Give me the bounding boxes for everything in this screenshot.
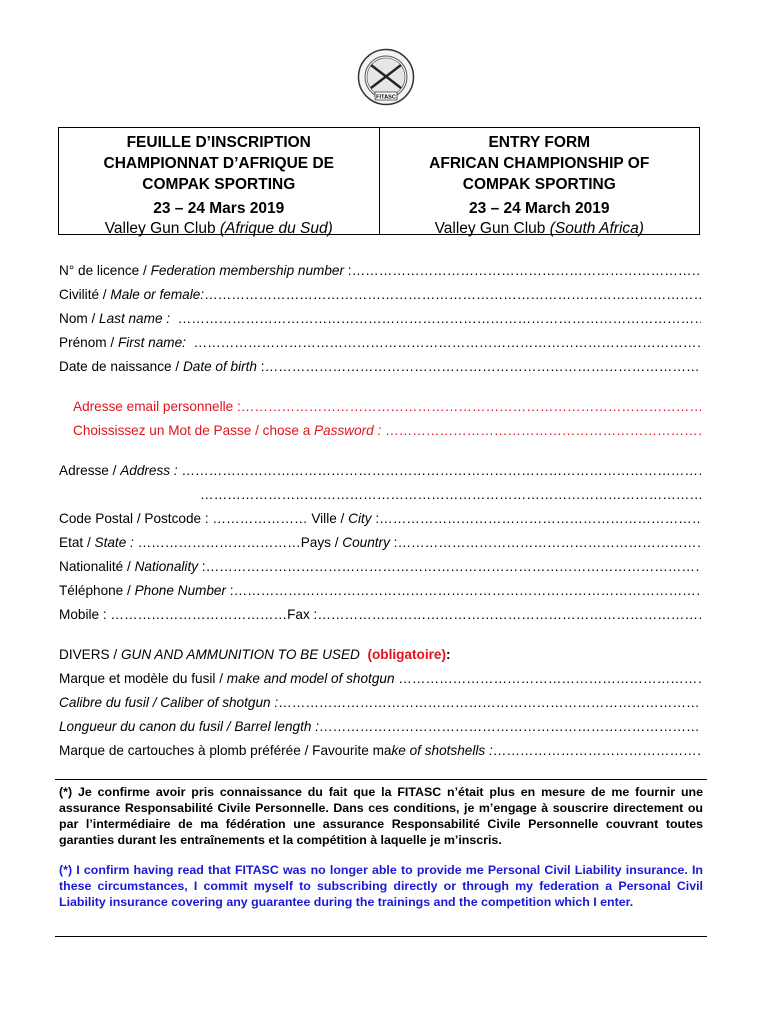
nationality-field[interactable] [59, 555, 701, 579]
postcode-label [59, 507, 379, 531]
barrel-label [59, 715, 319, 739]
shotgun-make-field[interactable] [59, 667, 701, 691]
phone-label [59, 579, 234, 603]
mobile-label-text: Mobile : [59, 607, 111, 622]
divers-heading-fr: DIVERS / [59, 647, 121, 662]
city-input-line[interactable] [379, 507, 701, 531]
state-label-fr: Etat / [59, 535, 95, 550]
address-field-line2[interactable] [59, 483, 701, 507]
state-country-field[interactable] [59, 531, 701, 555]
shotgun-make-label-fr: Marque et modèle du fusil / [59, 671, 227, 686]
venue-en-name: Valley Gun Club [434, 220, 550, 237]
firstname-label [59, 331, 193, 355]
firstname-field[interactable] [59, 331, 701, 355]
lastname-field[interactable] [59, 307, 701, 331]
venue-fr-name: Valley Gun Club [104, 220, 220, 237]
shotshells-label-en: ke of shotshells : [391, 743, 493, 758]
shotgun-make-label [59, 667, 398, 691]
nationality-label [59, 555, 206, 579]
state-label-en: State : [94, 535, 134, 550]
header-english [379, 128, 700, 237]
phone-label-en: Phone Number [134, 583, 227, 598]
lastname-label-fr: Nom / [59, 311, 100, 326]
liability-notice-en: (*) I confirm having read that FITASC was no longer able to provide me Personal Civil Liability insurance. In these circumstances, I commit myself to subscribing directly or through my federation a Personal Civil Liability insurance covering any guarantee during the trainings and the competition which I enter. [59, 863, 703, 909]
firstname-label-en: First name: [117, 335, 186, 350]
address-label-en: Address : [120, 463, 178, 478]
dob-label-en: Date of birth [182, 359, 257, 374]
liability-notice [55, 779, 707, 937]
licence-label-fr: N° de licence / [59, 263, 151, 278]
title-fr-2: CHAMPIONNAT D’AFRIQUE DE [103, 155, 334, 172]
password-field[interactable] [59, 419, 701, 443]
civility-label-fr: Civilité / [59, 287, 111, 302]
lastname-label-en: Last name : [99, 311, 171, 326]
address-input-line-1[interactable] [181, 459, 701, 483]
dob-label [59, 355, 265, 379]
venue-en-country: (South Africa) [549, 220, 644, 237]
civility-field[interactable] [59, 283, 701, 307]
password-label-fr: Choississez un Mot de Passe / chose a [73, 423, 315, 438]
phone-label-fr: Téléphone / [59, 583, 135, 598]
mobile-fax-field[interactable] [59, 603, 701, 627]
password-input-line[interactable] [385, 419, 701, 443]
firstname-label-fr: Prénom / [59, 335, 118, 350]
dates-en: 23 – 24 March 2019 [469, 200, 610, 217]
liability-notice-fr: (*) Je confirme avoir pris connaissance du fait que la FITASC n’était plus en mesure de me fournir une assurance Responsabilité Civile Personnelle. Dans ces conditions, je m’engage à souscrire directement ou par l’intermédiaire de ma fédération une assurance Responsabilité Civile Personnelle couvrant toutes garanties durant les entraînements et la compétition à laquelle je m’inscris. [59, 785, 703, 847]
title-fr-3: COMPAK SPORTING [142, 176, 296, 193]
email-label: Adresse email personnelle : [73, 399, 241, 414]
logo-text: FITASC [376, 94, 396, 101]
caliber-input-line[interactable] [278, 691, 701, 715]
lastname-input-line[interactable] [178, 307, 701, 331]
city-label-fr: Ville / [307, 511, 349, 526]
city-label-sep: : [371, 511, 380, 526]
nationality-label-fr: Nationalité / [59, 559, 135, 574]
state-input-line[interactable]: ……………………………… [133, 535, 301, 550]
dob-input-line[interactable] [265, 355, 701, 379]
firstname-input-line[interactable] [193, 331, 701, 355]
title-en-2: AFRICAN CHAMPIONSHIP OF [429, 155, 650, 172]
entry-form-fields [59, 259, 701, 763]
shotshells-field[interactable] [59, 739, 701, 763]
barrel-field[interactable] [59, 715, 701, 739]
caliber-label [59, 691, 278, 715]
mandatory-label: (obligatoire) [367, 647, 446, 662]
licence-label-en: Federation membership number [150, 263, 345, 278]
barrel-input-line[interactable] [319, 715, 701, 739]
shotgun-make-label-en: make and model of shotgun [226, 671, 395, 686]
nationality-label-sep: : [198, 559, 206, 574]
password-label-en: Password : [314, 423, 382, 438]
title-en-3: COMPAK SPORTING [462, 176, 616, 193]
licence-input-line[interactable] [352, 259, 701, 283]
fax-label: Fax : [287, 607, 318, 622]
divers-heading-en: GUN AND AMMUNITION TO BE USED [120, 647, 360, 662]
password-label [73, 419, 385, 443]
address-label [59, 459, 181, 483]
civility-label-en: Male or female: [110, 287, 205, 302]
header-french [59, 128, 379, 237]
address-label-fr: Adresse / [59, 463, 121, 478]
phone-input-line[interactable] [234, 579, 701, 603]
dob-field[interactable] [59, 355, 701, 379]
address-input-line-2[interactable] [200, 483, 701, 507]
caliber-field[interactable] [59, 691, 701, 715]
country-label-sep: : [389, 535, 398, 550]
phone-field[interactable] [59, 579, 701, 603]
lastname-label [59, 307, 178, 331]
shotshells-label [59, 739, 493, 763]
mobile-input-line[interactable]: ………………………………… [110, 607, 288, 622]
shotgun-make-input-line[interactable] [398, 667, 701, 691]
licence-field[interactable] [59, 259, 701, 283]
shotshells-input-line[interactable] [493, 739, 701, 763]
dob-label-fr: Date de naissance / [59, 359, 183, 374]
fax-input-line[interactable] [317, 603, 701, 627]
civility-label [59, 283, 204, 307]
address-field[interactable] [59, 459, 701, 483]
state-label [59, 531, 397, 555]
title-en-1: ENTRY FORM [488, 134, 591, 151]
country-label-fr: Pays / [300, 535, 343, 550]
venue-fr-country: (Afrique du Sud) [219, 220, 333, 237]
fitasc-logo-icon [357, 48, 415, 106]
city-label-en: City [348, 511, 372, 526]
postcode-city-field[interactable] [59, 507, 701, 531]
nationality-input-line[interactable] [206, 555, 701, 579]
shotshells-label-fr: Marque de cartouches à plomb préférée / Favourite ma [59, 743, 392, 758]
caliber-label-text: Calibre du fusil / Caliber of shotgun : [59, 695, 279, 710]
barrel-label-text: Longueur du canon du fusil / Barrel length : [59, 719, 319, 734]
email-input-line[interactable] [241, 395, 701, 419]
nationality-label-en: Nationality [134, 559, 199, 574]
mobile-label [59, 603, 317, 627]
title-fr-1: FEUILLE D’INSCRIPTION [126, 134, 311, 151]
mandatory-colon: : [445, 647, 451, 662]
civility-input-line[interactable] [204, 283, 701, 307]
venue-fr [59, 219, 379, 238]
licence-label-sep: : [344, 263, 352, 278]
postcode-label-text: Code Postal / Postcode : [59, 511, 213, 526]
postcode-input-line[interactable]: ………………… [212, 511, 308, 526]
divers-heading [59, 643, 701, 667]
venue-en [380, 219, 700, 238]
country-label-en: Country [342, 535, 390, 550]
licence-label [59, 259, 352, 283]
email-field[interactable] [59, 395, 701, 419]
dob-label-sep: : [257, 359, 265, 374]
header-box [58, 127, 700, 235]
country-input-line[interactable] [397, 531, 701, 555]
phone-label-sep: : [226, 583, 234, 598]
dates-fr: 23 – 24 Mars 2019 [153, 200, 285, 217]
